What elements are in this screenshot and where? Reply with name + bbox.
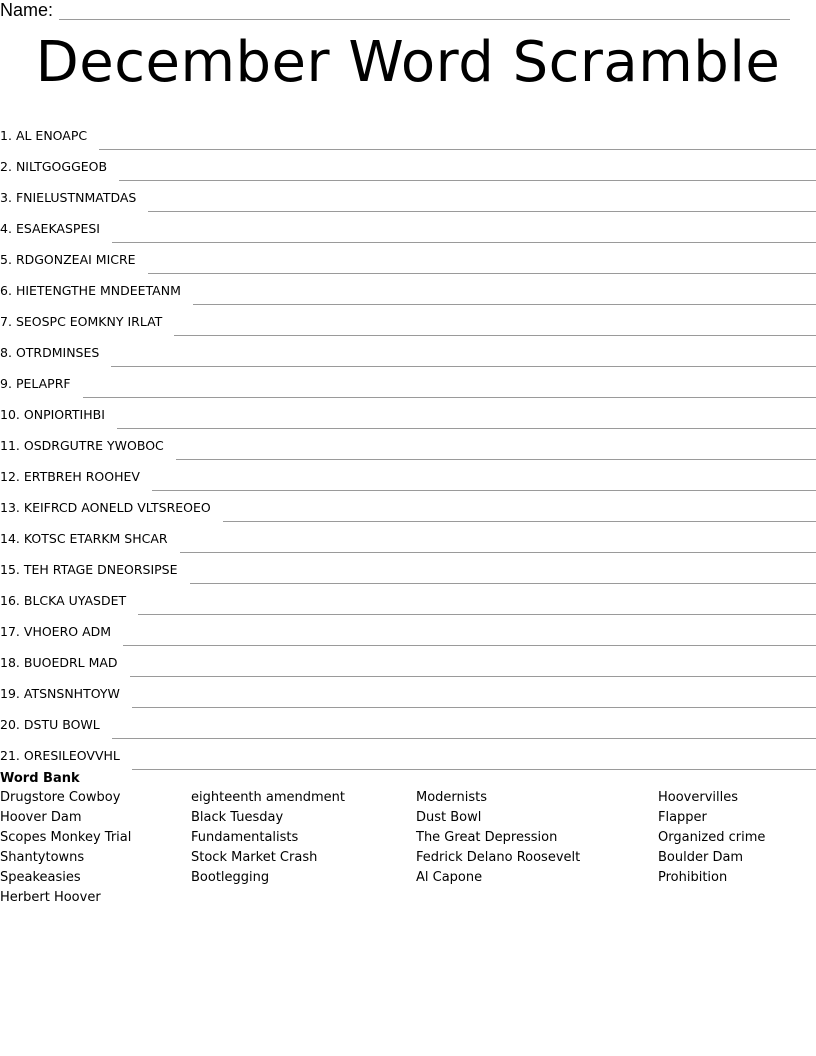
page-title: December Word Scramble — [35, 30, 781, 95]
scrambled-word: BLCKA UYASDET — [23, 593, 127, 608]
word-bank-item: Al Capone — [416, 870, 483, 885]
answer-line[interactable] — [174, 327, 816, 336]
question-number: 16. — [0, 593, 20, 608]
question-prompt — [0, 314, 162, 330]
name-label: Name: — [0, 0, 54, 20]
answer-line[interactable] — [138, 606, 816, 615]
answer-line[interactable] — [152, 482, 816, 491]
question-number: 19. — [0, 686, 20, 701]
scrambled-word: BUOEDRL MAD — [23, 655, 118, 670]
question-prompt — [0, 128, 87, 144]
word-bank-item: Flapper — [658, 810, 707, 825]
scrambled-word: PELAPRF — [15, 376, 71, 391]
question-number: 11. — [0, 438, 20, 453]
scrambled-word: ERTBREH ROOHEV — [23, 469, 140, 484]
question-list — [0, 113, 816, 764]
answer-line[interactable] — [112, 730, 816, 739]
answer-line[interactable] — [112, 234, 816, 243]
question-number: 9. — [0, 376, 12, 391]
question-number: 17. — [0, 624, 20, 639]
scrambled-word: ATSNSNHTOYW — [23, 686, 120, 701]
scrambled-word: HIETENGTHE MNDEETANM — [15, 283, 181, 298]
word-bank-item: Drugstore Cowboy — [0, 790, 121, 805]
scrambled-word: TEH RTAGE DNEORSIPSE — [23, 562, 178, 577]
word-bank-item: Fedrick Delano Roosevelt — [416, 850, 581, 865]
word-bank — [0, 770, 816, 928]
question-prompt — [0, 624, 111, 640]
answer-line[interactable] — [83, 389, 816, 398]
word-bank-item: The Great Depression — [416, 830, 558, 845]
scrambled-word: OSDRGUTRE YWOBOC — [23, 438, 164, 453]
answer-line[interactable] — [193, 296, 816, 305]
question-prompt — [0, 190, 136, 206]
answer-line[interactable] — [176, 451, 816, 460]
answer-line[interactable] — [132, 761, 816, 770]
word-bank-item: Herbert Hoover — [0, 890, 101, 905]
question-prompt — [0, 531, 168, 547]
question-number: 6. — [0, 283, 12, 298]
scrambled-word: OTRDMINSES — [15, 345, 100, 360]
question-number: 12. — [0, 469, 20, 484]
word-bank-item: Fundamentalists — [191, 830, 299, 845]
scrambled-word: FNIELUSTNMATDAS — [15, 190, 137, 205]
word-bank-item: Bootlegging — [191, 870, 270, 885]
answer-line[interactable] — [148, 203, 816, 212]
answer-line[interactable] — [180, 544, 816, 553]
word-bank-item: Black Tuesday — [191, 810, 284, 825]
question-prompt — [0, 159, 107, 175]
question-number: 7. — [0, 314, 12, 329]
question-number: 20. — [0, 717, 20, 732]
scrambled-word: ORESILEOVVHL — [23, 748, 120, 763]
question-number: 1. — [0, 128, 12, 143]
word-bank-column — [416, 788, 580, 888]
question-number: 21. — [0, 748, 20, 763]
answer-line[interactable] — [99, 141, 816, 150]
word-bank-item: Hoovervilles — [658, 790, 739, 805]
word-bank-item: Speakeasies — [0, 870, 81, 885]
question-number: 2. — [0, 159, 12, 174]
question-prompt — [0, 438, 164, 454]
word-bank-item: Scopes Monkey Trial — [0, 830, 132, 845]
word-bank-item: eighteenth amendment — [191, 790, 346, 805]
scrambled-word: KEIFRCD AONELD VLTSREOEO — [23, 500, 211, 515]
word-bank-item: Shantytowns — [0, 850, 85, 865]
answer-line[interactable] — [123, 637, 816, 646]
answer-line[interactable] — [148, 265, 816, 274]
question-number: 8. — [0, 345, 12, 360]
scrambled-word: NILTGOGGEOB — [15, 159, 108, 174]
answer-line[interactable] — [132, 699, 816, 708]
question-prompt — [0, 686, 120, 702]
scrambled-word: ESAEKASPESI — [15, 221, 100, 236]
scrambled-word: AL ENOAPC — [15, 128, 88, 143]
word-bank-title: Word Bank — [0, 771, 80, 786]
question-prompt — [0, 252, 136, 268]
word-bank-item: Hoover Dam — [0, 810, 82, 825]
question-number: 14. — [0, 531, 20, 546]
question-prompt — [0, 345, 99, 361]
question-prompt — [0, 717, 100, 733]
question-prompt — [0, 376, 71, 392]
answer-line[interactable] — [119, 172, 816, 181]
question-prompt — [0, 407, 105, 423]
word-bank-item: Dust Bowl — [416, 810, 482, 825]
scrambled-word: ONPIORTIHBI — [23, 407, 105, 422]
answer-line[interactable] — [117, 420, 816, 429]
word-bank-column — [658, 788, 765, 888]
word-bank-item: Organized crime — [658, 830, 766, 845]
question-prompt — [0, 748, 120, 764]
word-bank-item: Boulder Dam — [658, 850, 744, 865]
answer-line[interactable] — [111, 358, 816, 367]
scrambled-word: SEOSPC EOMKNY IRLAT — [15, 314, 163, 329]
question-number: 10. — [0, 407, 20, 422]
question-prompt — [0, 562, 178, 578]
scrambled-word: DSTU BOWL — [23, 717, 100, 732]
answer-line[interactable] — [130, 668, 816, 677]
question-prompt — [0, 221, 100, 237]
word-bank-column — [191, 788, 345, 888]
word-bank-columns — [0, 788, 816, 928]
answer-line[interactable] — [223, 513, 816, 522]
scrambled-word: VHOERO ADM — [23, 624, 112, 639]
name-field-row — [0, 0, 790, 20]
question-number: 15. — [0, 562, 20, 577]
scrambled-word: RDGONZEAI MICRE — [15, 252, 136, 267]
scrambled-word: KOTSC ETARKM SHCAR — [23, 531, 168, 546]
question-number: 13. — [0, 500, 20, 515]
question-prompt — [0, 500, 211, 516]
question-prompt — [0, 283, 181, 299]
word-bank-item: Modernists — [416, 790, 488, 805]
answer-line[interactable] — [190, 575, 816, 584]
word-bank-item: Stock Market Crash — [191, 850, 318, 865]
word-bank-column — [0, 788, 131, 908]
question-number: 3. — [0, 190, 12, 205]
question-number: 5. — [0, 252, 12, 267]
question-number: 4. — [0, 221, 12, 236]
question-row — [0, 113, 816, 144]
name-write-line[interactable] — [59, 2, 790, 20]
question-number: 18. — [0, 655, 20, 670]
question-prompt — [0, 469, 140, 485]
word-bank-item: Prohibition — [658, 870, 728, 885]
question-prompt — [0, 593, 126, 609]
question-prompt — [0, 655, 118, 671]
